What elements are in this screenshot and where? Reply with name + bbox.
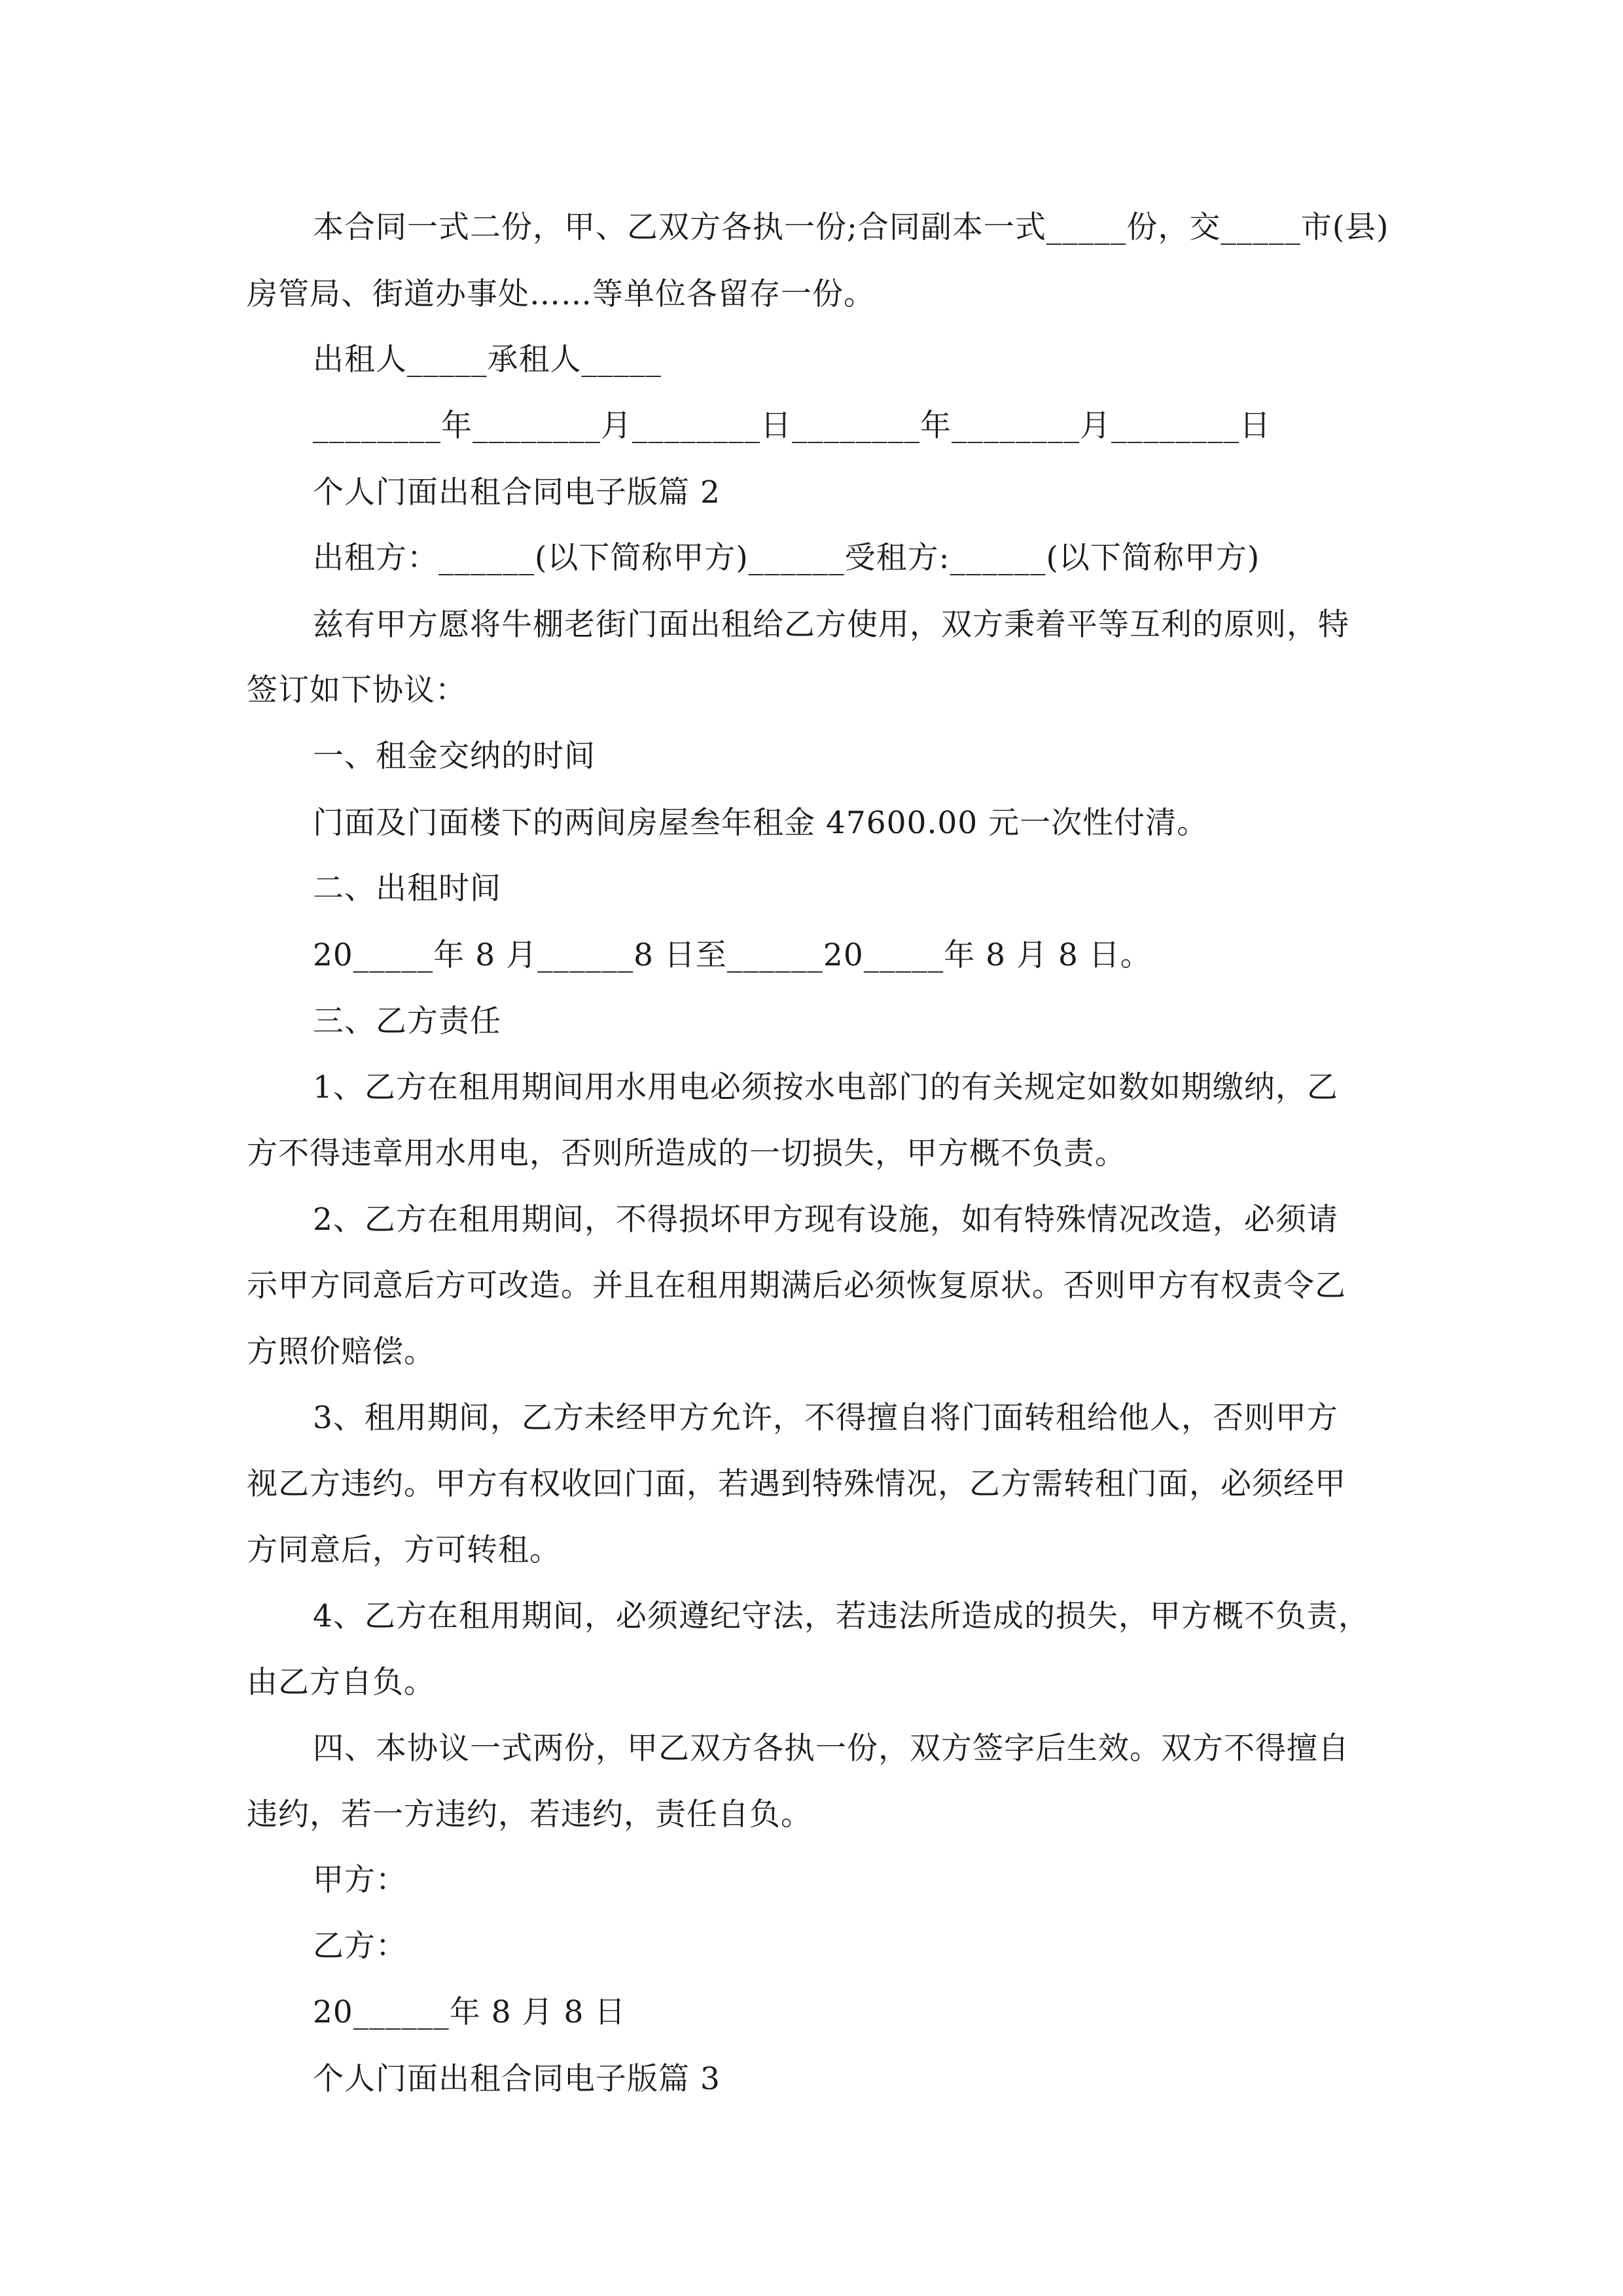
paragraph-line: 3、租用期间，乙方未经甲方允许，不得擅自将门面转租给他人，否则甲方 — [313, 1400, 1338, 1436]
paragraph-line: 四、本协议一式两份，甲乙双方各执一份，双方签字后生效。双方不得擅自 — [313, 1731, 1349, 1767]
paragraph-line: 方照价赔偿。 — [247, 1334, 435, 1370]
date-line: 20______年 8 月 8 日 — [313, 1994, 626, 2030]
paragraph-line: 20_____年 8 月______8 日至______20_____年 8 月 8 日。 — [313, 937, 1152, 973]
section-title: 个人门面出租合同电子版篇 2 — [313, 475, 721, 511]
paragraph-line: 兹有甲方愿将牛棚老街门面出租给乙方使用，双方秉着平等互利的原则，特 — [313, 607, 1349, 643]
paragraph-line: 门面及门面楼下的两间房屋叁年租金 47600.00 元一次性付清。 — [313, 805, 1209, 841]
clause-heading: 一、租金交纳的时间 — [313, 738, 596, 774]
paragraph-line: 出租人_____承租人_____ — [313, 342, 662, 378]
paragraph-line: 违约，若一方违约，若违约，责任自负。 — [247, 1797, 812, 1833]
paragraph-line: 出租方：______(以下简称甲方)______受租方:______(以下简称甲方) — [313, 540, 1260, 576]
signature-line-party-b: 乙方： — [313, 1928, 407, 1964]
paragraph-line: 1、乙方在租用期间用水用电必须按水电部门的有关规定如数如期缴纳，乙 — [313, 1069, 1338, 1105]
signature-line-party-a: 甲方： — [313, 1862, 407, 1898]
date-line: ________年________月________日________年________月________日 — [313, 408, 1271, 444]
paragraph-line: 本合同一式二份，甲、乙双方各执一份;合同副本一式_____份，交_____市(县) — [313, 209, 1389, 245]
clause-heading: 三、乙方责任 — [313, 1003, 501, 1039]
clause-heading: 二、出租时间 — [313, 870, 501, 906]
paragraph-line: 2、乙方在租用期间，不得损坏甲方现有设施，如有特殊情况改造，必须请 — [313, 1202, 1338, 1238]
paragraph-line: 4、乙方在租用期间，必须遵纪守法，若违法所造成的损失，甲方概不负责， — [313, 1598, 1370, 1634]
paragraph-line: 示甲方同意后方可改造。并且在租用期满后必须恢复原状。否则甲方有权责令乙 — [247, 1268, 1346, 1304]
paragraph-line: 方同意后，方可转租。 — [247, 1532, 561, 1568]
paragraph-line: 房管局、街道办事处……等单位各留存一份。 — [247, 276, 875, 312]
paragraph-line: 签订如下协议： — [247, 672, 467, 708]
paragraph-line: 方不得违章用水用电，否则所造成的一切损失，甲方概不负责。 — [247, 1136, 1126, 1172]
paragraph-line: 由乙方自负。 — [247, 1664, 435, 1700]
section-title: 个人门面出租合同电子版篇 3 — [313, 2061, 721, 2097]
paragraph-line: 视乙方违约。甲方有权收回门面，若遇到特殊情况，乙方需转租门面，必须经甲 — [247, 1466, 1346, 1502]
